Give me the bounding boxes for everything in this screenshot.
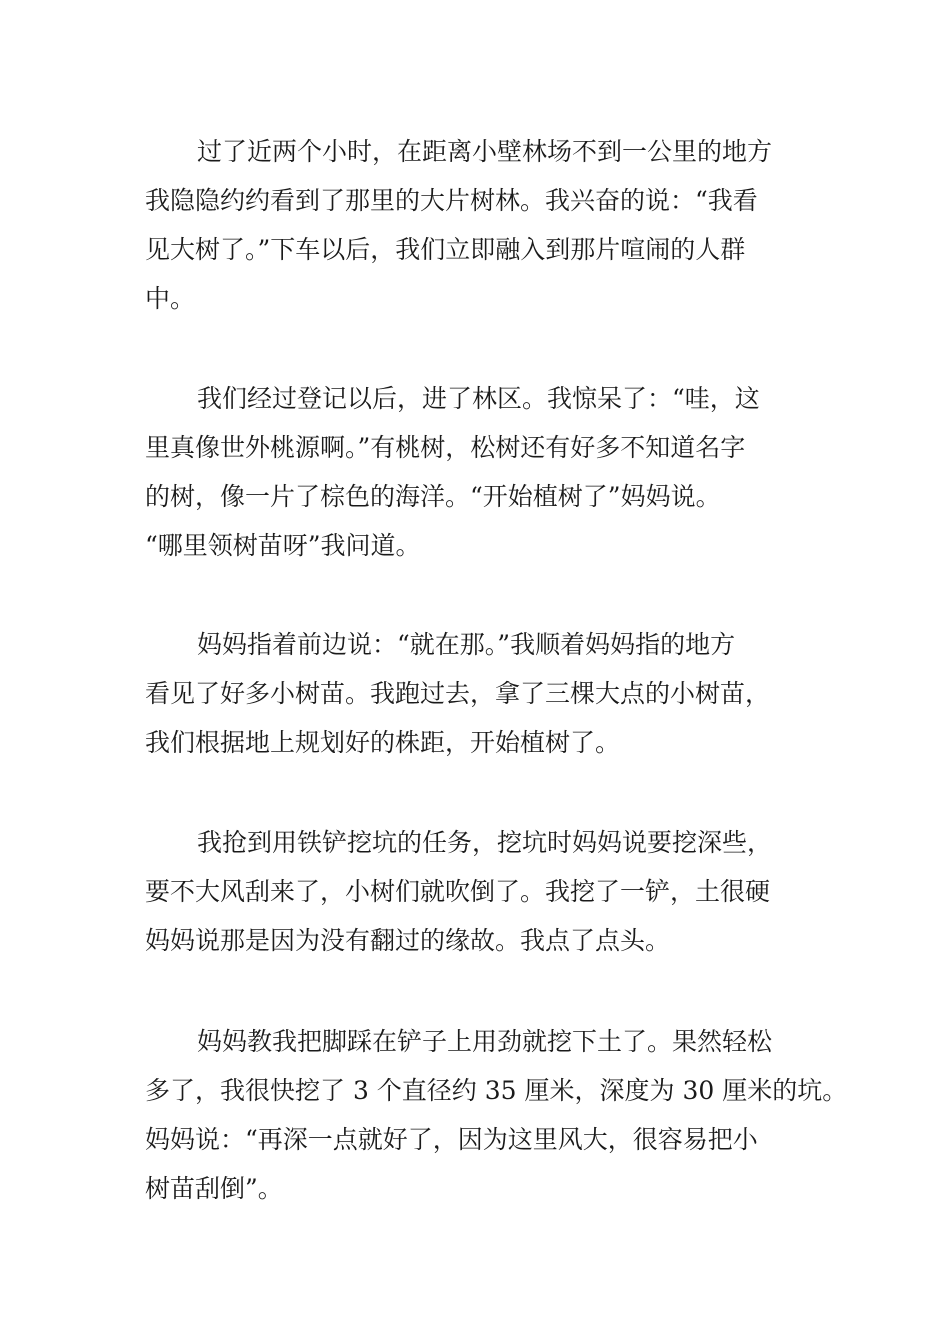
paragraph-line: “哪里领树苗呀”我问道。 (145, 531, 421, 560)
paragraph-1 (145, 127, 815, 323)
paragraph-2 (145, 374, 815, 570)
paragraph-line: 妈妈指着前边说：“就在那。”我顺着妈妈指的地方 (197, 630, 736, 659)
paragraph-line: 我隐隐约约看到了那里的大片树林。我兴奋的说：“我看 (145, 186, 758, 215)
paragraph-line: 见大树了。”下车以后，我们立即融入到那片喧闹的人群 (145, 235, 746, 264)
paragraph-line: 我抢到用铁铲挖坑的任务，挖坑时妈妈说要挖深些， (197, 828, 773, 857)
paragraph-line: 要不大风刮来了，小树们就吹倒了。我挖了一铲，土很硬 (145, 877, 771, 906)
paragraph-line: 里真像世外桃源啊。”有桃树，松树还有好多不知道名字 (145, 433, 746, 462)
paragraph-line: 妈妈说：“再深一点就好了，因为这里风大，很容易把小 (145, 1125, 758, 1154)
paragraph-4 (145, 818, 815, 965)
paragraph-line: 中。 (145, 284, 196, 313)
paragraph-5 (145, 1017, 848, 1213)
paragraph-line: 树苗刮倒”。 (145, 1174, 283, 1203)
paragraph-line: 我们根据地上规划好的株距，开始植树了。 (145, 728, 621, 757)
paragraph-3 (145, 620, 815, 767)
paragraph-line: 过了近两个小时，在距离小壁林场不到一公里的地方 (197, 137, 773, 166)
paragraph-line: 看见了好多小树苗。我跑过去，拿了三棵大点的小树苗， (145, 679, 771, 708)
paragraph-line: 妈妈教我把脚踩在铲子上用劲就挖下土了。果然轻松 (197, 1027, 773, 1056)
paragraph-line: 多了，我很快挖了 3 个直径约 35 厘米，深度为 30 厘米的坑。 (145, 1076, 848, 1105)
paragraph-line: 妈妈说那是因为没有翻过的缘故。我点了点头。 (145, 926, 671, 955)
paragraph-line: 我们经过登记以后，进了林区。我惊呆了：“哇，这 (197, 384, 760, 413)
paragraph-line: 的树，像一片了棕色的海洋。“开始植树了”妈妈说。 (145, 482, 721, 511)
